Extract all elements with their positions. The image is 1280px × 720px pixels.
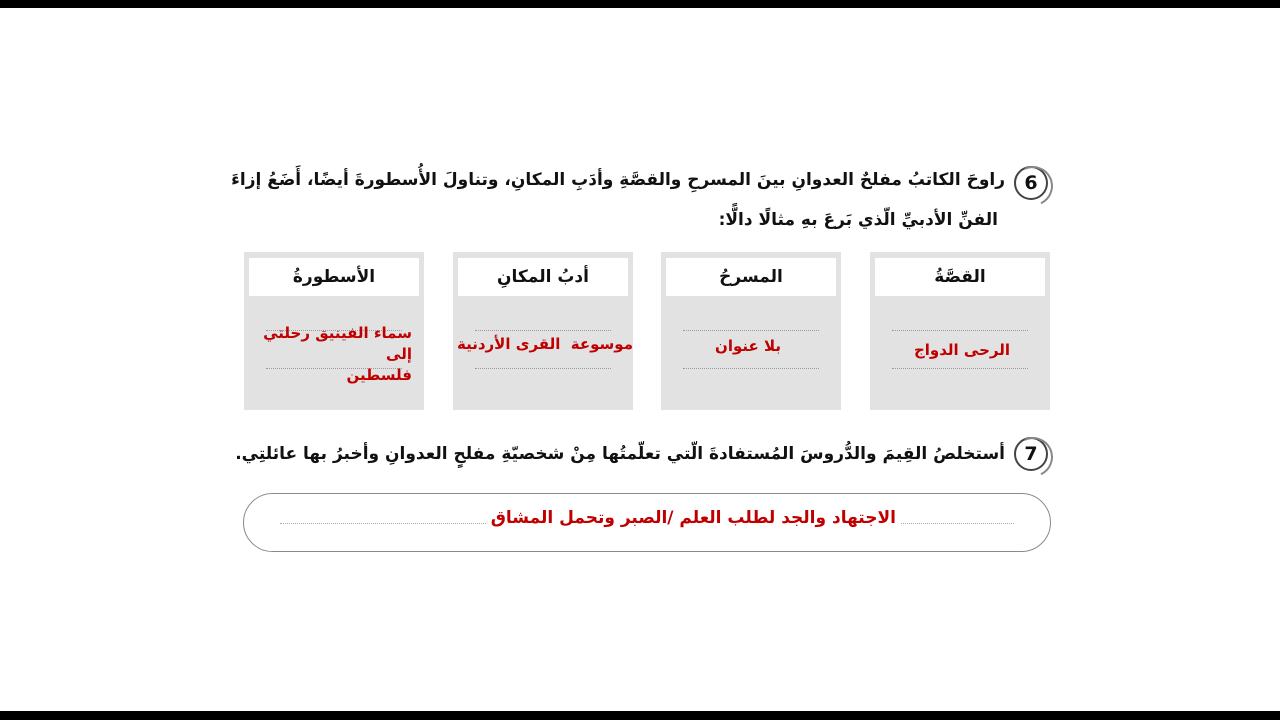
card-theatre [661, 252, 841, 410]
card-theatre-answer[interactable]: بلا عنوان [715, 337, 781, 355]
card-myth-answer-line-1: سماء الفينيق رحلتي إلى [263, 324, 412, 363]
card-myth-answer-line-2: فلسطين [346, 366, 412, 384]
bottom-black-bar [0, 711, 1280, 720]
dotted-line [683, 368, 819, 369]
dotted-line [475, 368, 611, 369]
question-7-answer-box[interactable] [243, 493, 1051, 552]
question-6-number: 6 [1024, 172, 1038, 194]
question-6-line-1: راوحَ الكاتبُ مفلحٌ العدوانِ بينَ المسرحِ والقصَّةِ وأدَبِ المكانِ، وتناولَ الأُسطورةَ أيضًا، أَضَعُ إزاءَ [231, 170, 1005, 190]
card-story [870, 252, 1050, 410]
question-6-line-2: الفنِّ الأدبيِّ الّذي بَرعَ بهِ مثالًا دالًّا: [718, 210, 998, 230]
card-story-answer[interactable]: الرحى الدواج [913, 341, 1010, 359]
dotted-line [683, 330, 819, 331]
card-myth-answer[interactable] [244, 323, 412, 386]
question-7-answer: الاجتهاد والجد لطلب العلم /الصبر وتحمل المشاق [487, 508, 900, 528]
question-7-text: أستخلصُ القِيمَ والدُّروسَ المُستفادةَ الّتي تعلّمتُها مِنْ شخصيّةِ مفلحٍ العدوانِ وأخبرُ بها عائلتِي. [235, 444, 1005, 464]
card-place-literature-title: أدبُ المكانِ [458, 258, 628, 296]
card-story-title: القصَّةُ [875, 258, 1045, 296]
card-theatre-title: المسرحُ [666, 258, 836, 296]
card-myth-title: الأسطورةُ [249, 258, 419, 296]
dotted-line [892, 330, 1028, 331]
dotted-line [475, 330, 611, 331]
card-myth [244, 252, 424, 410]
top-black-bar [0, 0, 1280, 8]
dotted-line [892, 368, 1028, 369]
question-7-number-badge [1014, 437, 1048, 471]
question-7-number: 7 [1024, 443, 1038, 465]
card-place-literature-answer[interactable]: موسوعة القرى الأردنية [456, 335, 633, 353]
question-6-number-badge [1014, 166, 1048, 200]
card-place-literature [453, 252, 633, 410]
